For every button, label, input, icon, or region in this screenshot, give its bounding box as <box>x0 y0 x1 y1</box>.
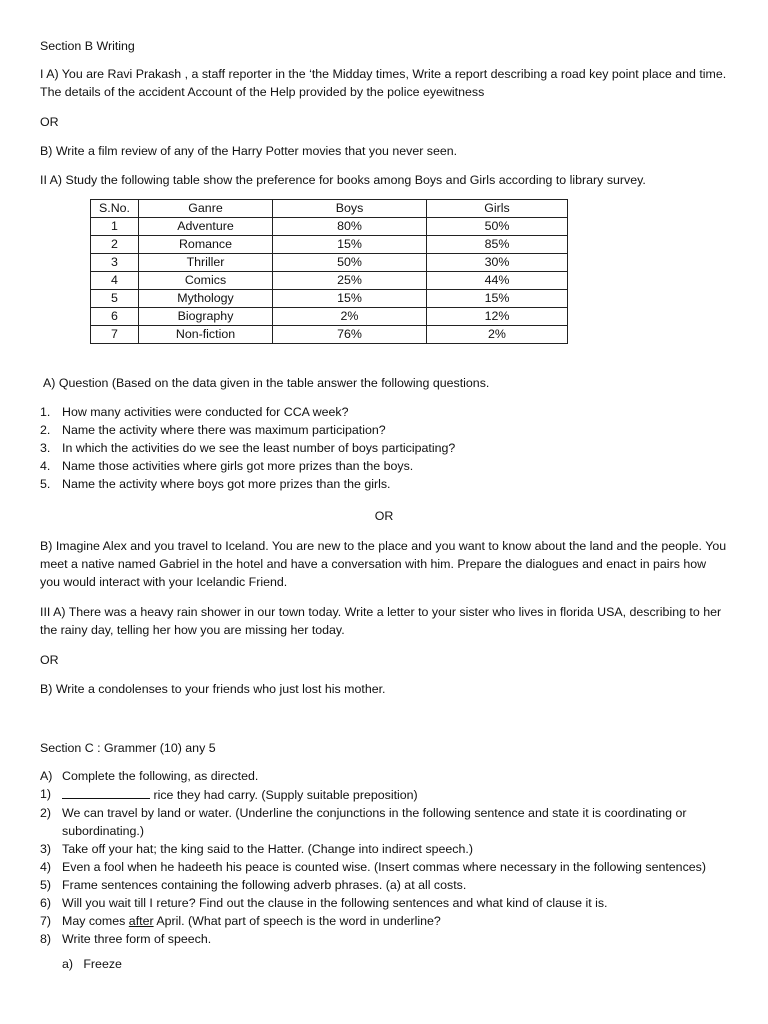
table-row <box>91 272 568 290</box>
list-item <box>40 840 728 858</box>
item-text: Name the activity where boys got more prizes than the girls. <box>62 477 391 491</box>
item-text: Frame sentences containing the following adverb phrases. (a) at all costs. <box>62 878 467 892</box>
question-2a: II A) Study the following table show the preference for books among Boys and Girls according to library survey. <box>40 173 646 187</box>
cell-girls: 30% <box>427 254 568 272</box>
cell-girls: 50% <box>427 218 568 236</box>
list-item <box>40 767 728 785</box>
list-item <box>40 421 728 439</box>
item-text: Name those activities where girls got more prizes than the boys. <box>62 459 414 473</box>
list-item <box>40 804 728 840</box>
question-1b: B) Write a film review of any of the Harry Potter movies that you never seen. <box>40 144 458 158</box>
section-c-title: Section C : Grammer (10) any 5 <box>40 741 216 755</box>
question-3a: III A) There was a heavy rain shower in our town today. Write a letter to your sister who lives in florida USA, describing to her the rainy day, telling her how you are missing her today. <box>40 605 722 637</box>
cell-genre: Mythology <box>139 290 273 308</box>
cell-sno: 3 <box>91 254 139 272</box>
cell-genre: Adventure <box>139 218 273 236</box>
cell-genre: Thriller <box>139 254 273 272</box>
cell-genre: Comics <box>139 272 273 290</box>
table-row <box>91 308 568 326</box>
question-2b: B) Imagine Alex and you travel to Iceland. You are new to the place and you want to know about the land and the people. You meet a native named Gabriel in the hotel and have a conversation with him. Prepare the dialogues and enact in pairs how you would interact with your Icelandic Friend. <box>40 539 727 589</box>
cell-girls: 15% <box>427 290 568 308</box>
item-text: Name the activity where there was maximum participation? <box>62 423 386 437</box>
grammar-list <box>40 767 728 948</box>
cell-sno: 6 <box>91 308 139 326</box>
item-text: Complete the following, as directed. <box>62 769 259 783</box>
list-item <box>40 403 728 421</box>
item-text: Will you wait till I reture? Find out the clause in the following sentences and what kind of clause it is. <box>62 896 608 910</box>
item-number: 2. <box>40 423 51 437</box>
cell-girls: 2% <box>427 326 568 344</box>
sub-item-text: Freeze <box>83 957 122 971</box>
item-text: Write three form of speech. <box>62 932 212 946</box>
list-item <box>40 930 728 948</box>
cell-sno: 2 <box>91 236 139 254</box>
list-item <box>40 457 728 475</box>
underlined-word: after <box>128 914 154 928</box>
item-number: 3. <box>40 441 51 455</box>
item-number: 8) <box>40 932 52 946</box>
item-text-before: May comes <box>62 914 129 928</box>
table-row <box>91 236 568 254</box>
item-number: 1. <box>40 405 51 419</box>
item-number: 5) <box>40 878 52 892</box>
cell-genre: Biography <box>139 308 273 326</box>
question-intro: A) Question (Based on the data given in the table answer the following questions. <box>43 376 490 390</box>
item-number: 3) <box>40 842 52 856</box>
header-boys: Boys <box>273 200 427 218</box>
item-text: In which the activities do we see the least number of boys participating? <box>62 441 456 455</box>
list-item <box>40 785 728 804</box>
section-b-title: Section B Writing <box>40 39 135 53</box>
or-separator-center: OR <box>374 509 394 523</box>
table-row <box>91 290 568 308</box>
item-text: We can travel by land or water. (Underline the conjunctions in the following sentence and state it is coordinating or subordinating.) <box>62 806 687 838</box>
questions-list <box>40 403 728 493</box>
item-text: How many activities were conducted for CCA week? <box>62 405 349 419</box>
blank-line <box>62 785 150 799</box>
header-sno: S.No. <box>91 200 139 218</box>
item-number: 4. <box>40 459 51 473</box>
item-number: 7) <box>40 914 52 928</box>
header-genre: Ganre <box>139 200 273 218</box>
cell-boys: 80% <box>273 218 427 236</box>
cell-genre: Non-fiction <box>139 326 273 344</box>
list-item <box>40 894 728 912</box>
question-3b: B) Write a condolenses to your friends who just lost his mother. <box>40 682 386 696</box>
item-text: Take off your hat; the king said to the Hatter. (Change into indirect speech.) <box>62 842 473 856</box>
cell-boys: 15% <box>273 290 427 308</box>
sub-item-number: a) <box>62 957 74 971</box>
item-number: 5. <box>40 477 51 491</box>
cell-boys: 2% <box>273 308 427 326</box>
table-row <box>91 254 568 272</box>
list-item <box>40 876 728 894</box>
header-girls: Girls <box>427 200 568 218</box>
cell-boys: 25% <box>273 272 427 290</box>
cell-boys: 15% <box>273 236 427 254</box>
item-number: 2) <box>40 806 52 820</box>
cell-girls: 44% <box>427 272 568 290</box>
item-number: 6) <box>40 896 52 910</box>
cell-sno: 7 <box>91 326 139 344</box>
table-row <box>91 218 568 236</box>
cell-boys: 76% <box>273 326 427 344</box>
list-item <box>40 439 728 457</box>
item-number: 4) <box>40 860 52 874</box>
book-preference-table <box>90 199 568 344</box>
item-text: rice they had carry. (Supply suitable preposition) <box>150 788 418 802</box>
list-item <box>40 858 728 876</box>
cell-sno: 5 <box>91 290 139 308</box>
or-separator: OR <box>40 115 59 129</box>
table-row <box>91 326 568 344</box>
list-item <box>40 912 728 930</box>
item-text-after: April. (What part of speech is the word in underline? <box>153 914 441 928</box>
sub-item-a <box>62 955 728 973</box>
cell-girls: 12% <box>427 308 568 326</box>
table-header-row <box>91 200 568 218</box>
cell-boys: 50% <box>273 254 427 272</box>
item-text: Even a fool when he hadeeth his peace is counted wise. (Insert commas where necessary in the following sentences) <box>62 860 706 874</box>
cell-girls: 85% <box>427 236 568 254</box>
cell-sno: 4 <box>91 272 139 290</box>
question-1a: I A) You are Ravi Prakash , a staff reporter in the ‘the Midday times, Write a report describing a road key point place and time. The details of the accident Account of the Help provided by the police eyewitness <box>40 67 727 99</box>
item-number: A) <box>40 769 53 783</box>
list-item <box>40 475 728 493</box>
item-number: 1) <box>40 787 52 801</box>
cell-sno: 1 <box>91 218 139 236</box>
cell-genre: Romance <box>139 236 273 254</box>
or-separator: OR <box>40 653 59 667</box>
